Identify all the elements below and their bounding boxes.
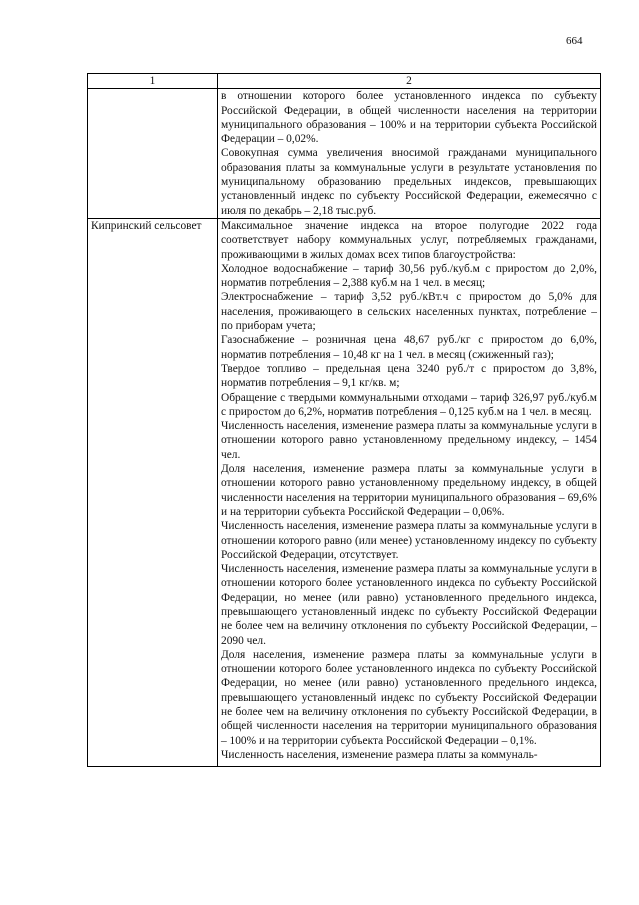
paragraph: Численность населения, изменение размера платы за коммунальные услуги в отношении которого более установленного индекса по субъекту Российской Федерации, но менее (или равно) установленного предельного индекса, превышающего установленный индекс по субъекту Российской Федерации не более чем на величину отклонения по субъекту Российской Федерации, – 2090 чел. xyxy=(221,563,597,647)
document-table xyxy=(87,73,601,767)
paragraph: Газоснабжение – розничная цена 48,67 руб./кг с приростом до 6,0%, норматив потребления – 10,48 кг на 1 чел. в месяц (сжиженный газ); xyxy=(221,334,597,361)
page-number: 664 xyxy=(566,35,583,47)
table-row xyxy=(88,89,601,219)
paragraph: Совокупная сумма увеличения вносимой гражданами муниципального образования платы за коммунальные услуги в результате установления по муниципальному образованию предельных индексов, превышающих установленный индекс по субъекту Российской Федерации, ежемесячно с июля по декабрь – 2,18 тыс.руб. xyxy=(221,147,597,217)
municipality-name-cell: Кипринский сельсовет xyxy=(88,218,218,766)
paragraph: в отношении которого более установленного индекса по субъекту Российской Федерации, в общей численности населения на территории муниципального образования – 100% и на территории субъекта Российской Федерации – 0,02%. xyxy=(221,90,597,146)
paragraph: Доля населения, изменение размера платы за коммунальные услуги в отношении которого более установленного индекса по субъекту Российской Федерации, но менее (или равно) установленного предельного индекса, превышающего установленный индекс по субъекту Российской Федерации не более чем на величину отклонения по субъекту Российской Федерации, в общей численности населения на территории муниципального образования – 100% и на территории субъекта Российской Федерации – 0,1%. xyxy=(221,648,597,747)
description-cell xyxy=(218,218,601,766)
table-header-row xyxy=(88,74,601,89)
paragraph: Обращение с твердыми коммунальными отходами – тариф 326,97 руб./куб.м с приростом до 6,2%, норматив потребления – 0,125 куб.м на 1 чел. в месяц. xyxy=(221,391,597,418)
paragraph: Численность населения, изменение размера платы за коммунальные услуги в отношении которого равно (или менее) установленному индексу по субъекту Российской Федерации, отсутствует. xyxy=(221,520,597,561)
municipality-name-cell xyxy=(88,89,218,219)
paragraph: Твердое топливо – предельная цена 3240 руб./т с приростом до 3,8%, норматив потребления – 9,1 кг/кв. м; xyxy=(221,362,597,390)
header-col-2: 2 xyxy=(218,74,601,89)
paragraph: Электроснабжение – тариф 3,52 руб./кВт.ч с приростом до 5,0% для населения, проживающего в сельских населенных пунктах, потребление – по приборам учета; xyxy=(221,291,597,333)
paragraph: Максимальное значение индекса на второе полугодие 2022 года соответствует набору коммунальных услуг, потребляемых гражданами, проживающими в жилых домах всех типов благоустройства: xyxy=(221,219,597,261)
description-cell xyxy=(218,89,601,219)
paragraph: Холодное водоснабжение – тариф 30,56 руб./куб.м с приростом до 2,0%, норматив потребления – 2,388 куб.м на 1 чел. в месяц; xyxy=(221,262,597,290)
paragraph: Численность населения, изменение размера платы за коммунальные услуги в отношении которого равно установленному предельному индексу, – 1454 чел. xyxy=(221,420,597,461)
paragraph: Доля населения, изменение размера платы за коммунальные услуги в отношении которого равно установленному предельному индексу, в общей численности населения на территории муниципального образования – 69,6% и на территории субъекта Российской Федерации – 0,06%. xyxy=(221,463,597,518)
header-col-1: 1 xyxy=(88,74,218,89)
paragraph: Численность населения, изменение размера платы за коммуналь- xyxy=(221,748,538,761)
table-row xyxy=(88,218,601,766)
